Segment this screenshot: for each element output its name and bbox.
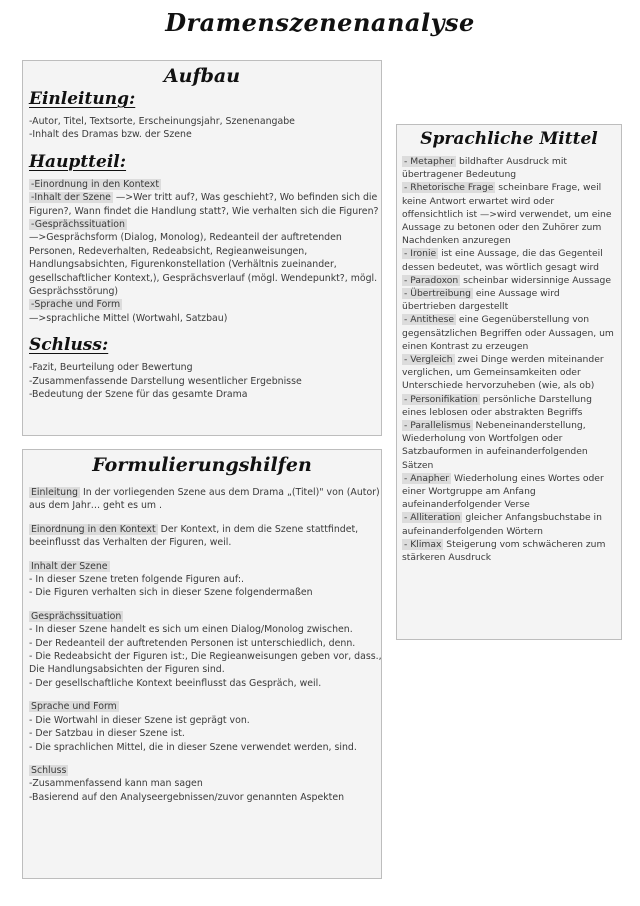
fh-sprache-label: Sprache und Form <box>31 701 117 713</box>
mittel-desc: scheinbare Frage, weil keine Antwort erwartet wird oder offensichtlich ist —>wird verwendet, um eine Aussage zu betonen oder den Zuhörer zum Nachdenken anzuregen <box>402 182 612 247</box>
mittel-term: - Paradoxon <box>404 274 459 286</box>
fh-gespraech-line: - Der gesellschaftliche Kontext beeinflusst das Gespräch, weil. <box>29 677 322 689</box>
mittel-desc: eine Gegenüberstellung von gegensätzlichen Begriffen oder Aussagen, um einen Kontrast zu erzeugen <box>402 314 614 352</box>
fh-gespraech-line: - In dieser Szene handelt es sich um einen Dialog/Monolog zwischen. <box>29 624 353 636</box>
mittel-item <box>402 287 616 313</box>
fh-sprache-line: - Die Wortwahl in dieser Szene ist geprägt von. <box>29 714 250 726</box>
mittel-term: - Parallelismus <box>404 420 471 432</box>
mittel-term: - Ironie <box>404 248 437 260</box>
schluss-line: -Bedeutung der Szene für das gesamte Drama <box>29 389 248 401</box>
hauptteil-inhalt-text: —>Wer tritt auf?, Was geschieht?, Wo befinden sich die <box>112 192 378 204</box>
mittel-item <box>402 313 616 353</box>
mittel-item <box>402 419 616 472</box>
fh-sprache-line: - Der Satzbau in dieser Szene ist. <box>29 728 185 740</box>
fh-sprache-line: - Die sprachlichen Mittel, die in dieser Szene verwendet werden, sind. <box>29 741 357 753</box>
hauptteil-heading: Hauptteil: <box>29 151 127 172</box>
mittel-term: - Anapher <box>404 472 450 484</box>
schluss-line: -Fazit, Beurteilung oder Bewertung <box>29 362 193 374</box>
hauptteil-gespraech: -Gesprächssituation <box>31 219 125 231</box>
sprachliche-mittel-box <box>396 124 622 640</box>
fh-kontext-text: Der Kontext, in dem die Szene stattfindet, <box>157 523 359 535</box>
fh-einleitung-text: aus dem Jahr… geht es um . <box>29 500 163 512</box>
fh-inhalt-line: - In dieser Szene treten folgende Figuren auf:. <box>29 574 244 586</box>
fh-gespraech-label: Gesprächssituation <box>31 610 122 622</box>
hauptteil-line: Figuren?, Wann findet die Handlung statt?, Wie verhalten sich die Figuren? <box>29 205 379 217</box>
mittel-term: - Rhetorische Frage <box>404 182 494 194</box>
mittel-item <box>402 353 616 393</box>
mittel-desc: scheinbar widersinnige Aussage <box>460 274 612 286</box>
mittel-term: - Personifikation <box>404 393 478 405</box>
mittel-term: - Antithese <box>404 314 455 326</box>
schluss-line: -Zusammenfassende Darstellung wesentlicher Ergebnisse <box>29 375 302 387</box>
aufbau-title: Aufbau <box>163 65 241 87</box>
mittel-item <box>402 472 616 512</box>
fh-gespraech-line: - Der Redeanteil der auftretenden Personen ist unterschiedlich, denn. <box>29 637 356 649</box>
mittel-item <box>402 155 616 181</box>
mittel-item <box>402 247 616 273</box>
mittel-item <box>402 393 616 419</box>
mittel-term: - Übertreibung <box>404 288 471 300</box>
mittel-desc: gleicher Anfangsbuchstabe in aufeinanderfolgenden Wörtern <box>402 512 602 537</box>
mittel-desc: persönliche Darstellung eines leblosen oder abstrakten Begriffs <box>402 393 592 418</box>
hauptteil-inhalt: -Inhalt der Szene <box>31 192 111 204</box>
sprachliche-mittel-title: Sprachliche Mittel <box>420 129 598 149</box>
mittel-desc: Nebeneinanderstellung, Wiederholung von Wortfolgen oder Satzbauformen in aufeinanderfolgenden Sätzen <box>402 420 588 471</box>
fh-gespraech-line: Die Handlungsabsichten der Figuren sind. <box>29 664 225 676</box>
mittel-desc: bildhafter Ausdruck mit übertragener Bedeutung <box>402 156 568 181</box>
fh-gespraech-line: - Die Redeabsicht der Figuren ist:, Die Regieanweisungen geben vor, dass., <box>29 651 382 663</box>
schluss-heading: Schluss: <box>29 335 109 356</box>
hauptteil-line: —>sprachliche Mittel (Wortwahl, Satzbau) <box>29 312 228 324</box>
mittel-term: - Metapher <box>404 156 455 167</box>
mittel-term: - Vergleich <box>404 354 453 366</box>
fh-inhalt-label: Inhalt der Szene <box>31 560 108 572</box>
einleitung-line: -Inhalt des Dramas bzw. der Szene <box>29 129 192 141</box>
fh-einleitung-label: Einleitung <box>31 487 78 498</box>
einleitung-heading: Einleitung: <box>29 89 136 109</box>
mittel-desc: ist eine Aussage, die das Gegenteil dessen bedeutet, was wörtlich gesagt wird <box>402 248 603 273</box>
fh-einleitung-text: In der vorliegenden Szene aus dem Drama „(Titel)" von (Autor) <box>79 487 380 498</box>
einleitung-line: -Autor, Titel, Textsorte, Erscheinungsjahr, Szenenangabe <box>29 116 295 127</box>
fh-schluss-line: -Basierend auf den Analyseergebnissen/zuvor genannten Aspekten <box>29 791 345 803</box>
mittel-term: - Klimax <box>404 538 442 550</box>
mittel-desc: Steigerung vom schwächeren zum stärkeren Ausdruck <box>402 538 606 564</box>
mittel-desc: Wiederholung eines Wortes oder einer Wortgruppe am Anfang aufeinanderfolgender Verse <box>402 472 604 511</box>
aufbau-box <box>22 60 382 436</box>
fh-kontext-label: Einordnung in den Kontext <box>31 523 156 535</box>
formulierungshilfen-title: Formulierungshilfen <box>92 454 312 476</box>
hauptteil-line: Handlungsabsichten, Figurenkonstellation (Verhältnis zueinander, <box>29 259 337 271</box>
hauptteil-line: —>Gesprächsform (Dialog, Monolog), Redeanteil der auftretenden <box>29 232 342 244</box>
hauptteil-line: Gesprächsstörung) <box>29 286 119 298</box>
mittel-item <box>402 538 616 564</box>
hauptteil-line: Personen, Redeverhalten, Redeabsicht, Regieanweisungen, <box>29 245 308 257</box>
page-title: Dramenszenenanalyse <box>165 8 475 37</box>
mittel-desc: eine Aussage wird übertrieben dargestellt <box>402 288 560 313</box>
mittel-desc: zwei Dinge werden miteinander verglichen, um Gemeinsamkeiten oder Unterschiede hervorzuheben (wie, als ob) <box>402 354 604 392</box>
fh-kontext-text: beeinflusst das Verhalten der Figuren, weil. <box>29 537 232 549</box>
fh-inhalt-line: - Die Figuren verhalten sich in dieser Szene folgendermaßen <box>29 587 313 599</box>
fh-schluss-line: -Zusammenfassend kann man sagen <box>29 778 203 790</box>
hauptteil-sprache: -Sprache und Form <box>31 299 121 311</box>
hauptteil-kontext: -Einordnung in den Kontext <box>31 178 160 190</box>
formulierungshilfen-box <box>22 449 382 879</box>
mittel-item <box>402 511 616 537</box>
hauptteil-line: gesellschaftlicher Kontext,), Gesprächsverlauf (mögl. Wendepunkt?, mögl. <box>29 272 378 284</box>
mittel-item <box>402 274 616 287</box>
fh-schluss-label: Schluss <box>31 764 67 776</box>
mittel-item <box>402 181 616 247</box>
mittel-term: - Alliteration <box>404 512 461 524</box>
